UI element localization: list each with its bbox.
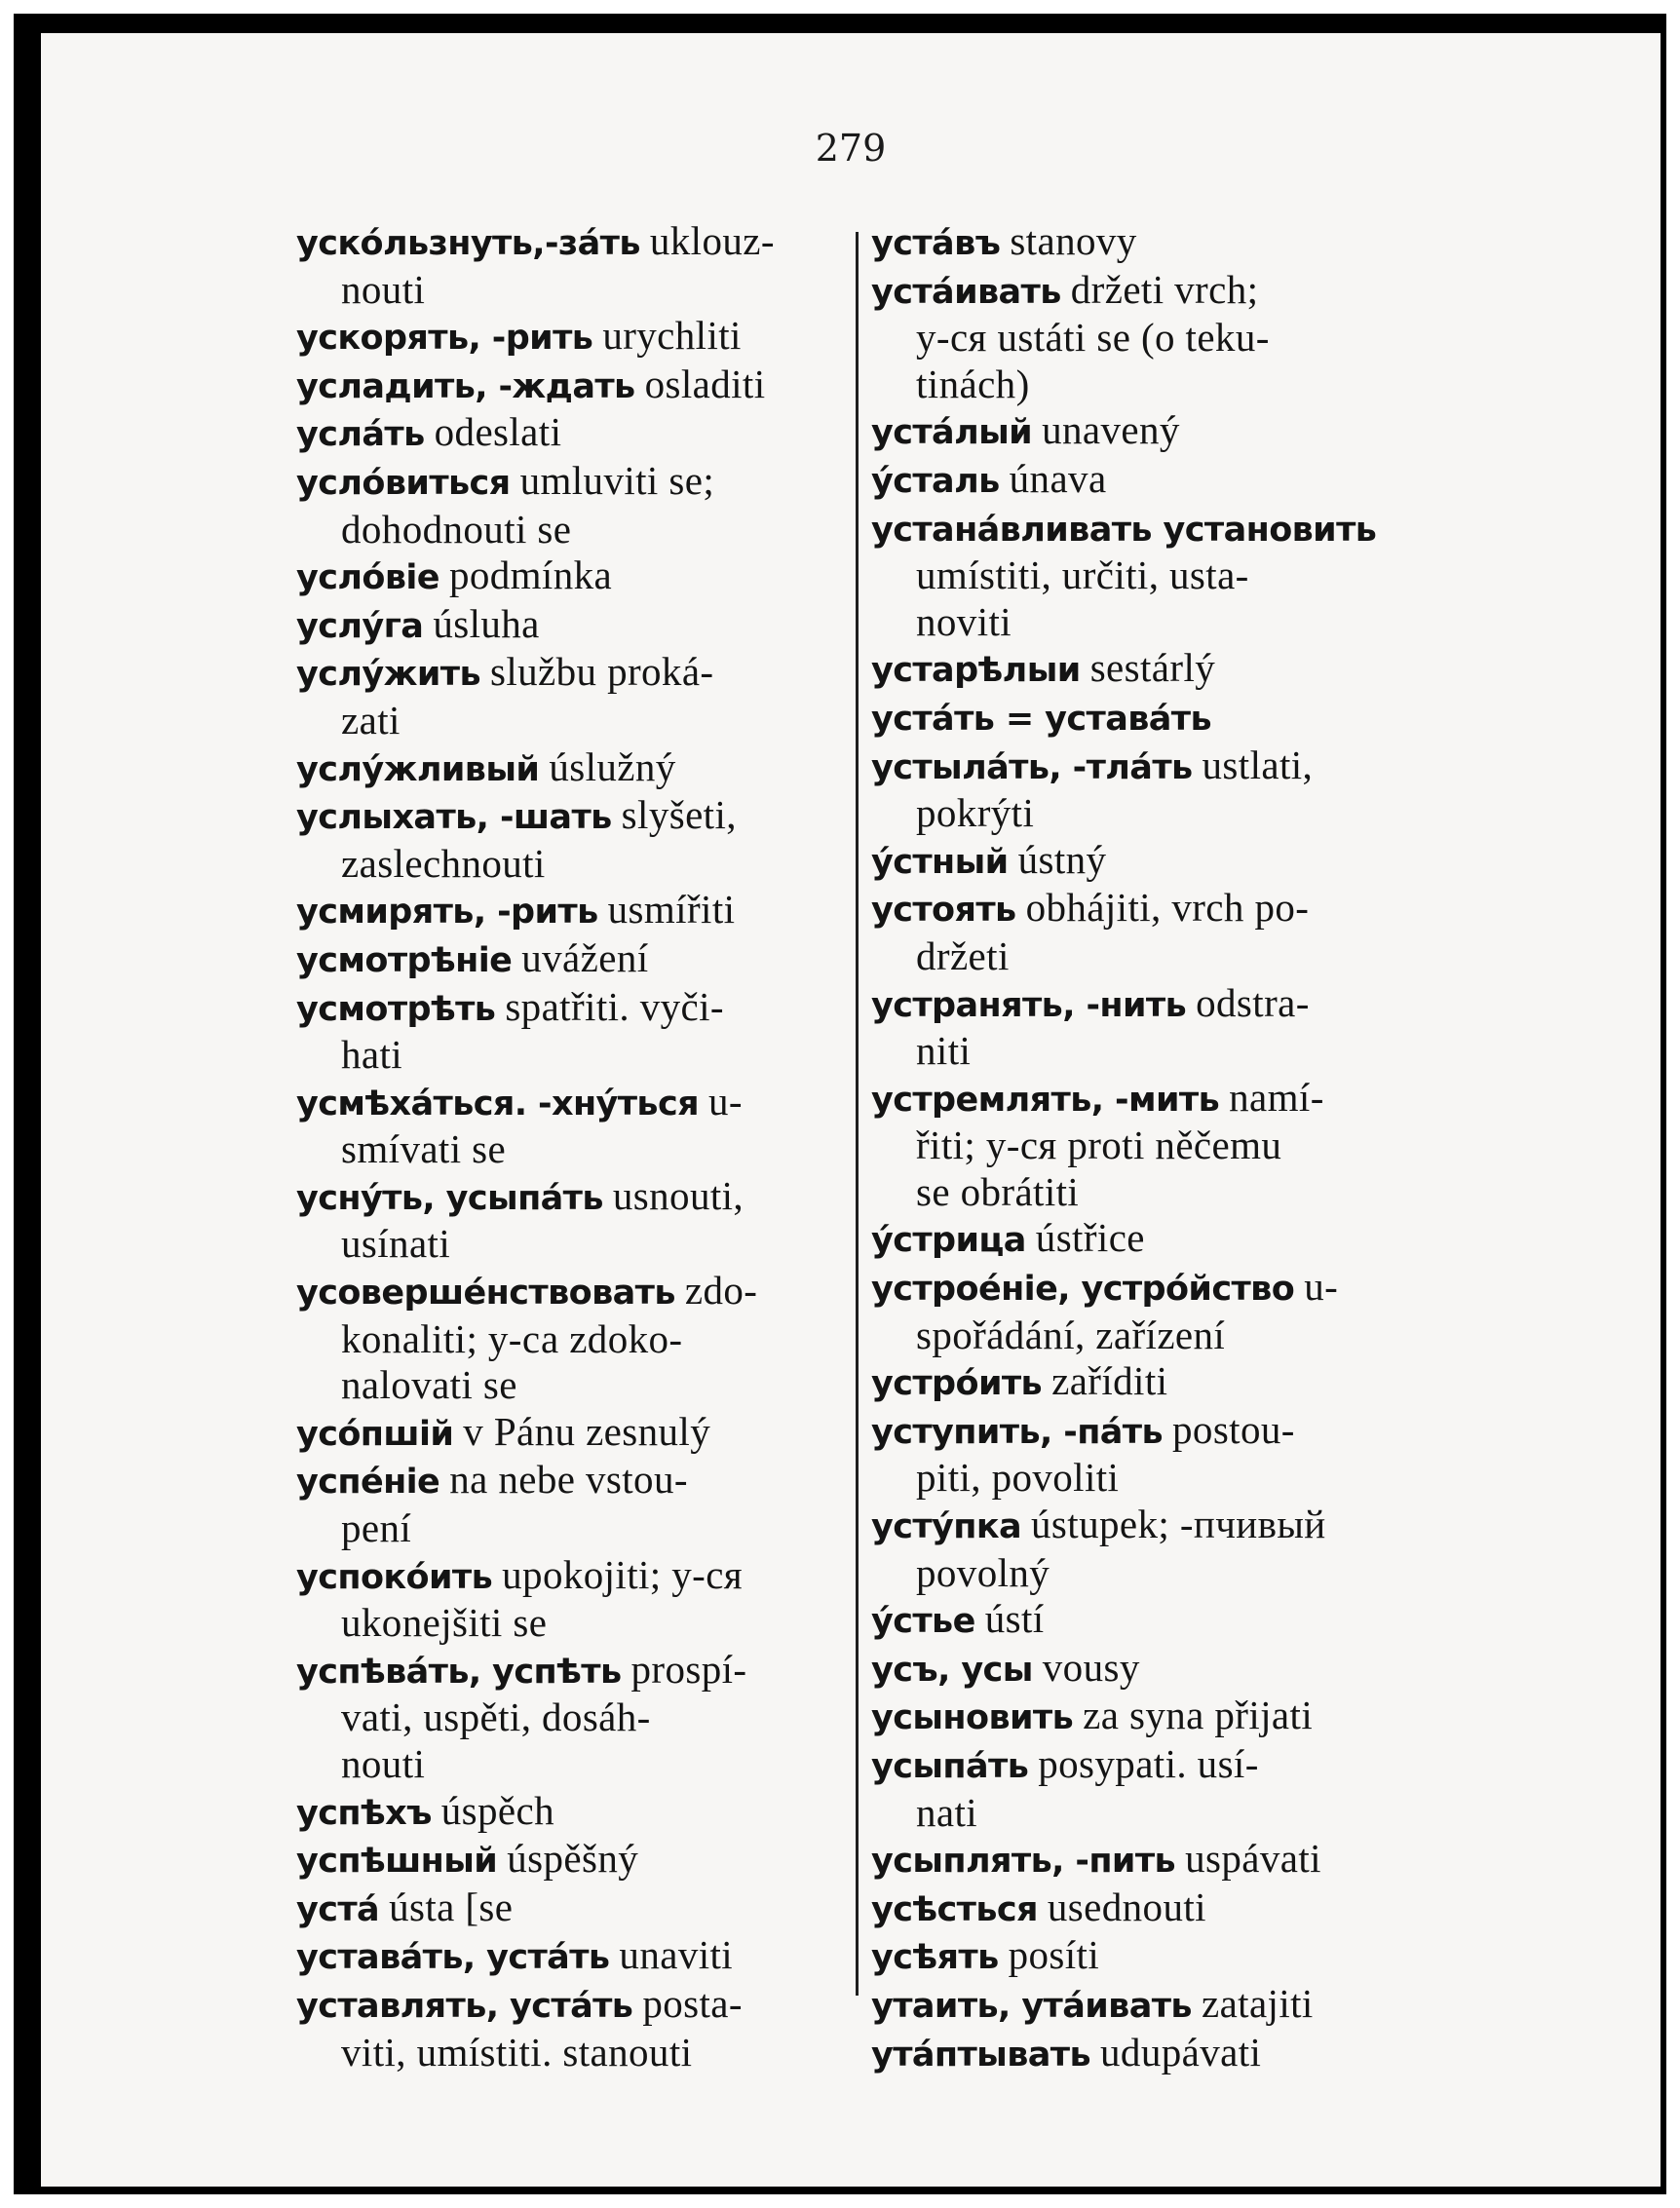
entry-headword: усовершéнствовать [296,1274,675,1313]
entry-definition: ústný [1017,836,1107,882]
dictionary-entry [871,2030,1448,2078]
entry-definition: ústa [se [389,1884,514,1929]
dictionary-entry [296,1836,852,1884]
entry-headword: услóвиться [296,463,511,503]
dictionary-entry [871,456,1448,505]
dictionary-entry [296,792,852,887]
entry-headword: устýпка [871,1507,1022,1547]
entry-headword: усладить, -ждать [296,366,635,406]
entry-headword: усѣять [871,1938,999,1978]
entry-definition: spatřiti. vyči- hati [341,983,724,1078]
entry-definition: unaviti [619,1932,734,1978]
dictionary-entry [871,407,1448,456]
dictionary-entry [871,1264,1448,1358]
entry-definition: udupávati [1100,2029,1262,2075]
dictionary-entry [871,1407,1448,1502]
entry-definition: zaříditi [1051,1358,1168,1404]
entry-definition: umístiti, určiti, usta- noviti [916,552,1249,644]
entry-definition: upokojiti; у-ся ukonejšiti se [341,1551,744,1646]
entry-headword: услýжливый [296,749,540,789]
dictionary-entry [871,1932,1448,1981]
entry-headword: устáвъ [871,224,1001,263]
entry-headword: услóвіе [296,558,439,598]
entry-headword: устáивать [871,272,1061,312]
entry-headword: ýсталь [871,461,1000,501]
page-number: 279 [815,127,887,170]
entry-headword: услýга [296,606,424,646]
entry-definition: unavený [1042,407,1180,453]
entry-headword: уснýть, усыпáть [296,1178,603,1218]
entry-definition: usnouti, usínati [341,1172,745,1267]
entry-headword: усмѣхáться. -хнýться [296,1084,699,1123]
dictionary-entry [871,1596,1448,1645]
dictionary-entry [871,505,1448,646]
column-divider [856,232,859,1996]
entry-headword: ýстье [871,1602,975,1642]
entry-headword: устранять, -нить [871,985,1187,1025]
entry-headword: утаить, утáивать [871,1986,1192,2026]
entry-headword: устанáвливать установить [871,510,1377,550]
dictionary-entry [296,1457,852,1551]
dictionary-entry [871,1645,1448,1694]
dictionary-entry [296,458,852,552]
entry-definition: zdo- konaliti; у-са zdoko- nalovati se [341,1268,758,1408]
entry-headword: усыновить [871,1698,1074,1738]
entry-definition: zatajiti [1201,1980,1314,2026]
entry-headword: ускорять, -рить [296,319,593,359]
dictionary-entry [296,1932,852,1981]
dictionary-entry [871,885,1448,979]
entry-definition: úsluha [433,600,540,646]
entry-headword: ýстрица [871,1221,1026,1261]
entry-headword: успѣвáть, успѣть [296,1652,622,1692]
entry-definition: uspávati [1185,1836,1321,1882]
dictionary-entry [871,1502,1448,1596]
entry-headword: устарѣлыи [871,651,1081,691]
dictionary-entry [296,649,852,743]
entry-definition: slyšeti, zaslechnouti [341,792,737,886]
dictionary-entry [296,313,852,362]
dictionary-page [41,33,1661,2187]
dictionary-entry [871,267,1448,408]
entry-headword: услыхать, -шать [296,798,612,838]
entry-definition: osladiti [644,361,766,406]
entry-headword: ýстный [871,842,1009,882]
dictionary-entry [296,1552,852,1647]
dictionary-entry [871,218,1448,267]
dictionary-entry [296,218,852,313]
entry-definition: na nebe vstou- pení [341,1457,688,1551]
entry-headword: успéніе [296,1463,440,1503]
dictionary-entry [871,1884,1448,1933]
entry-headword: уставлять, устáть [296,1986,633,2026]
dictionary-entry [296,744,852,793]
page-border [14,14,1666,2194]
entry-definition: uklouz- nouti [341,218,775,312]
dictionary-entry [296,1079,852,1173]
entry-headword: услýжить [296,655,480,695]
dictionary-entry [871,1358,1448,1407]
entry-definition: službu proká- zati [341,649,714,742]
entry-definition: ústřice [1035,1215,1145,1261]
entry-definition: úslužný [549,743,676,789]
dictionary-entry [296,1268,852,1409]
entry-headword: устылáть, -тлáть [871,747,1193,787]
dictionary-entry [296,1409,852,1458]
entry-definition: vousy [1042,1644,1140,1690]
dictionary-entry [871,742,1448,837]
entry-headword: уступить, -пáть [871,1412,1164,1452]
entry-definition: usednouti [1047,1884,1206,1929]
entry-definition: usmířiti [607,887,736,933]
entry-definition: držeti vrch; у-ся ustáti se (o teku- tinách) [916,266,1270,406]
entry-definition: obhájiti, vrch po- držeti [916,885,1310,978]
entry-headword: усыплять, -пить [871,1842,1176,1882]
entry-definition: úspěch [440,1787,555,1833]
entry-definition: posíti [1008,1932,1100,1978]
entry-definition: u- smívati se [341,1078,743,1172]
dictionary-entry [871,645,1448,694]
entry-definition: posta- viti, umístiti. stanouti [341,1980,743,2075]
entry-headword: устремлять, -мить [871,1080,1220,1120]
entry-headword: устрóить [871,1364,1043,1404]
dictionary-entry [871,1836,1448,1884]
entry-definition: umluviti se; dohodnouti se [341,457,715,552]
dictionary-entry [296,984,852,1079]
entry-definition: úspěšný [507,1836,639,1882]
entry-headword: усмотрѣніе [296,940,513,980]
entry-definition: postou- piti, povoliti [916,1406,1295,1501]
entry-headword: услáть [296,415,425,455]
right-column [871,218,1448,2077]
entry-headword: усмотрѣть [296,989,496,1029]
dictionary-entry [871,1215,1448,1264]
entry-definition: posypati. usí- nati [916,1741,1259,1835]
dictionary-entry [871,1693,1448,1741]
entry-headword: устроéніе, устрóйство [871,1270,1295,1310]
entry-headword: устáлый [871,413,1033,453]
entry-definition: u- spořádání, zařízení [916,1264,1339,1357]
entry-definition: ústí [984,1596,1045,1642]
entry-headword: усѣсться [871,1889,1038,1929]
dictionary-entry [296,601,852,650]
dictionary-entry [296,1981,852,2075]
dictionary-entry [296,552,852,601]
entry-definition: sestárlý [1089,645,1216,691]
entry-definition: urychliti [602,313,742,359]
dictionary-entry [296,1884,852,1933]
dictionary-entry [871,980,1448,1075]
entry-headword: устá [296,1889,380,1929]
entry-definition: ustlati, pokrýti [916,742,1314,836]
dictionary-entry [871,837,1448,886]
entry-definition: v Pánu zesnulý [463,1408,711,1454]
entry-headword: устоять [871,891,1016,931]
entry-headword: ускóльзнуть,-зáть [296,224,640,263]
dictionary-entry [871,1981,1448,2030]
dictionary-entry [296,1173,852,1268]
entry-headword: успокóить [296,1557,493,1597]
dictionary-entry [296,362,852,410]
entry-headword: утáптывать [871,2035,1091,2075]
entry-headword: устáть = уставáть [871,699,1212,739]
dictionary-entry [296,1647,852,1788]
entry-headword: усóпшій [296,1414,454,1454]
entry-headword: усмирять, -рить [296,893,598,933]
entry-headword: успѣшный [296,1842,498,1882]
dictionary-entry [296,935,852,984]
entry-definition: za syna přijati [1083,1693,1314,1738]
entry-definition: odstra- niti [916,979,1310,1074]
entry-definition: odeslati [434,409,562,455]
left-column [296,218,852,2075]
entry-headword: уставáть, устáть [296,1938,610,1978]
entry-definition: ústupek; -пчивый povolný [916,1502,1326,1595]
dictionary-entry [871,1075,1448,1216]
dictionary-entry [871,1741,1448,1836]
entry-definition: namí- řiti; у-ся proti něčemu se obrátiti [916,1074,1324,1214]
entry-definition: podmínka [448,552,613,598]
dictionary-entry [296,887,852,935]
entry-definition: únava [1009,455,1107,501]
dictionary-entry [296,409,852,458]
entry-definition: uvážení [521,934,649,980]
dictionary-entry [871,694,1448,742]
dictionary-entry [296,1788,852,1837]
entry-headword: усыпáть [871,1747,1029,1786]
entry-definition: stanovy [1010,218,1137,263]
entry-definition: prospí- vati, uspěti, dosáh- nouti [341,1646,747,1786]
entry-headword: усъ, усы [871,1650,1033,1690]
entry-headword: успѣхъ [296,1793,432,1833]
